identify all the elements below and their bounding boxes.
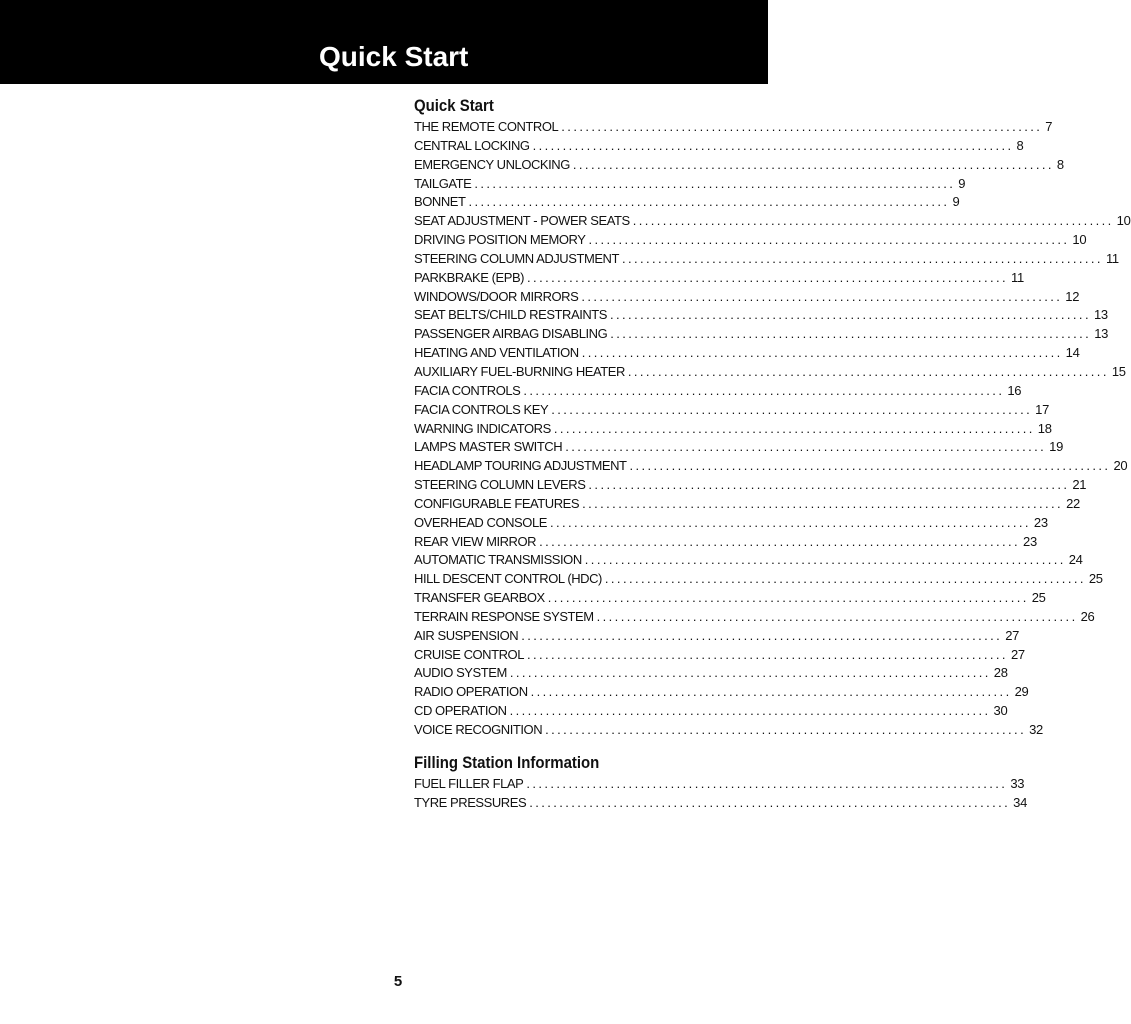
toc-entry (414, 775, 1025, 794)
toc-entry (414, 589, 1046, 608)
toc-entry (414, 420, 1052, 439)
toc-entry-title: FACIA CONTROLS KEY (414, 401, 549, 417)
toc-entry (414, 627, 1020, 646)
toc-entry-page: 26 (1080, 608, 1095, 624)
section-heading: Quick Start (414, 96, 494, 115)
dot-leader: ................................................................................ (474, 175, 956, 191)
toc-entry-title: RADIO OPERATION (414, 684, 528, 700)
toc-entry-title: DRIVING POSITION MEMORY (414, 232, 586, 248)
dot-leader: ................................................................................ (632, 213, 1114, 229)
toc-entry (414, 325, 1109, 344)
dot-leader: ................................................................................ (532, 137, 1014, 153)
dot-leader: ................................................................................ (582, 495, 1064, 511)
dot-leader: ................................................................................ (526, 775, 1008, 791)
toc-entry-title: SEAT ADJUSTMENT - POWER SEATS (414, 213, 630, 229)
toc-entry-page: 17 (1035, 401, 1050, 417)
dot-leader: ................................................................................ (530, 684, 1012, 700)
toc-entry (414, 288, 1080, 307)
toc-entry (414, 344, 1080, 363)
toc-entry-title: CRUISE CONTROL (414, 646, 524, 662)
dot-leader: ................................................................................ (509, 665, 991, 681)
toc-entry-page: 32 (1029, 722, 1043, 737)
dot-leader: ................................................................................ (629, 458, 1111, 474)
toc-entry-page: 8 (1056, 156, 1064, 172)
toc-entry (414, 702, 1008, 721)
toc-entry-title: REAR VIEW MIRROR (414, 533, 537, 549)
toc-entry-page: 21 (1072, 477, 1087, 493)
toc-entry (414, 794, 1028, 813)
toc-entry (414, 514, 1048, 533)
dot-leader: ................................................................................ (610, 326, 1092, 342)
toc-entry-list (414, 775, 1028, 813)
toc-entry-title: WINDOWS/DOOR MIRRORS (414, 288, 579, 304)
dot-leader: ................................................................................ (627, 363, 1109, 379)
toc-entry (414, 570, 1103, 589)
toc-entry-title: TRANSFER GEARBOX (414, 590, 545, 606)
toc-entry (414, 721, 1043, 740)
toc-entry-page: 20 (1113, 458, 1128, 474)
dot-leader: ................................................................................ (509, 703, 991, 719)
dot-leader: ................................................................................ (523, 382, 1005, 398)
toc-entry (414, 269, 1024, 288)
toc-entry (414, 664, 1008, 683)
table-of-contents (414, 95, 1131, 813)
toc-entry-title: LAMPS MASTER SWITCH (414, 439, 563, 455)
toc-entry (414, 306, 1108, 325)
dot-leader: ................................................................................ (551, 401, 1033, 417)
toc-entry-list (414, 118, 1131, 740)
dot-leader: ................................................................................ (547, 590, 1029, 606)
toc-entry (414, 646, 1025, 665)
dot-leader: ................................................................................ (539, 533, 1021, 549)
toc-entry-title: WARNING INDICATORS (414, 420, 551, 436)
toc-entry-page: 8 (1016, 137, 1024, 153)
dot-leader: ................................................................................ (521, 627, 1003, 643)
toc-entry-page: 13 (1094, 326, 1109, 342)
toc-entry (414, 533, 1037, 552)
toc-entry-page: 34 (1013, 794, 1028, 810)
toc-entry-page: 23 (1023, 533, 1037, 549)
toc-entry (414, 231, 1087, 250)
toc-entry (414, 382, 1022, 401)
dot-leader: ................................................................................ (565, 439, 1047, 455)
header-bar (0, 0, 768, 84)
toc-entry-page: 25 (1088, 571, 1103, 587)
toc-entry-title: FACIA CONTROLS (414, 382, 521, 398)
toc-entry-title: VOICE RECOGNITION (414, 722, 543, 737)
toc-entry-page: 10 (1116, 213, 1131, 229)
toc-entry-page: 29 (1014, 684, 1029, 700)
toc-entry-page: 13 (1093, 307, 1108, 323)
toc-entry (414, 250, 1119, 269)
toc-entry-page: 33 (1010, 775, 1025, 791)
toc-entry-page: 19 (1049, 439, 1064, 455)
toc-entry (414, 457, 1128, 476)
toc-entry-title: CENTRAL LOCKING (414, 137, 530, 153)
toc-entry-page: 24 (1068, 552, 1083, 568)
toc-entry-page: 27 (1005, 627, 1020, 643)
toc-entry-page: 27 (1010, 646, 1025, 662)
dot-leader: ................................................................................ (527, 269, 1008, 285)
toc-entry-page: 12 (1065, 288, 1080, 304)
toc-entry-page: 9 (958, 175, 966, 191)
toc-entry-page: 23 (1033, 514, 1048, 530)
dot-leader: ................................................................................ (584, 552, 1066, 568)
toc-entry (414, 608, 1095, 627)
dot-leader: ................................................................................ (553, 420, 1035, 436)
page-title: Quick Start (319, 41, 469, 72)
toc-entry (414, 175, 966, 194)
toc-entry-page: 10 (1072, 232, 1087, 248)
dot-leader: ................................................................................ (572, 156, 1054, 172)
toc-entry-page: 25 (1031, 590, 1046, 606)
toc-entry-title: HEADLAMP TOURING ADJUSTMENT (414, 458, 627, 474)
dot-leader: ................................................................................ (621, 250, 1103, 266)
dot-leader: ................................................................................ (588, 477, 1070, 493)
toc-entry-title: STEERING COLUMN LEVERS (414, 477, 586, 493)
toc-entry (414, 495, 1080, 514)
toc-entry-title: AUDIO SYSTEM (414, 665, 507, 681)
dot-leader: ................................................................................ (604, 571, 1086, 587)
toc-entry-title: TERRAIN RESPONSE SYSTEM (414, 608, 594, 624)
toc-entry (414, 476, 1087, 495)
toc-entry-title: THE REMOTE CONTROL (414, 119, 559, 134)
toc-entry (414, 363, 1126, 382)
toc-entry-page: 22 (1066, 495, 1080, 511)
toc-entry (414, 683, 1029, 702)
toc-entry-title: OVERHEAD CONSOLE (414, 514, 547, 530)
dot-leader: ................................................................................ (527, 646, 1008, 662)
toc-entry-page: 15 (1111, 363, 1126, 379)
toc-entry-title: HEATING AND VENTILATION (414, 345, 579, 361)
toc-entry-page: 28 (993, 665, 1008, 681)
toc-entry (414, 156, 1064, 175)
toc-entry (414, 193, 960, 212)
dot-leader: ................................................................................ (581, 345, 1063, 361)
toc-entry (414, 137, 1024, 156)
toc-entry (414, 438, 1064, 457)
dot-leader: ................................................................................ (545, 722, 1027, 737)
dot-leader: ................................................................................ (561, 119, 1043, 134)
toc-entry-title: EMERGENCY UNLOCKING (414, 156, 570, 172)
dot-leader: ................................................................................ (581, 288, 1063, 304)
toc-entry (414, 118, 1053, 137)
toc-entry (414, 212, 1131, 231)
toc-entry-title: CD OPERATION (414, 703, 507, 719)
dot-leader: ................................................................................ (588, 232, 1070, 248)
toc-entry-page: 11 (1105, 250, 1119, 266)
dot-leader: ................................................................................ (529, 794, 1011, 810)
toc-entry-title: AIR SUSPENSION (414, 627, 519, 643)
toc-entry-page: 11 (1011, 269, 1024, 285)
toc-entry-title: CONFIGURABLE FEATURES (414, 495, 580, 511)
toc-entry-page: 7 (1045, 119, 1053, 134)
toc-entry-title: AUXILIARY FUEL-BURNING HEATER (414, 363, 625, 379)
toc-entry-title: HILL DESCENT CONTROL (HDC) (414, 571, 602, 587)
toc-entry-title: PASSENGER AIRBAG DISABLING (414, 326, 608, 342)
dot-leader: ................................................................................ (468, 194, 950, 210)
toc-entry-title: AUTOMATIC TRANSMISSION (414, 552, 582, 568)
toc-entry-title: BONNET (414, 194, 466, 210)
toc-entry-title: TYRE PRESSURES (414, 794, 527, 810)
dot-leader: ................................................................................ (610, 307, 1091, 323)
toc-entry-title: STEERING COLUMN ADJUSTMENT (414, 250, 619, 266)
toc-entry-page: 16 (1007, 382, 1022, 398)
toc-entry (414, 551, 1083, 570)
dot-leader: ................................................................................ (549, 514, 1031, 530)
toc-entry (414, 401, 1050, 420)
toc-entry-page: 9 (952, 194, 960, 210)
page-number: 5 (393, 973, 403, 990)
toc-entry-page: 30 (993, 703, 1008, 719)
dot-leader: ................................................................................ (596, 608, 1078, 624)
toc-entry-title: PARKBRAKE (EPB) (414, 269, 525, 285)
toc-entry-page: 18 (1037, 420, 1052, 436)
toc-entry-title: SEAT BELTS/CHILD RESTRAINTS (414, 307, 608, 323)
toc-entry-title: TAILGATE (414, 175, 472, 191)
toc-entry-title: FUEL FILLER FLAP (414, 775, 524, 791)
toc-section-filling-station (414, 752, 1028, 813)
toc-entry-page: 14 (1065, 345, 1080, 361)
toc-section-quick-start (414, 95, 1131, 740)
section-heading: Filling Station Information (414, 752, 600, 772)
